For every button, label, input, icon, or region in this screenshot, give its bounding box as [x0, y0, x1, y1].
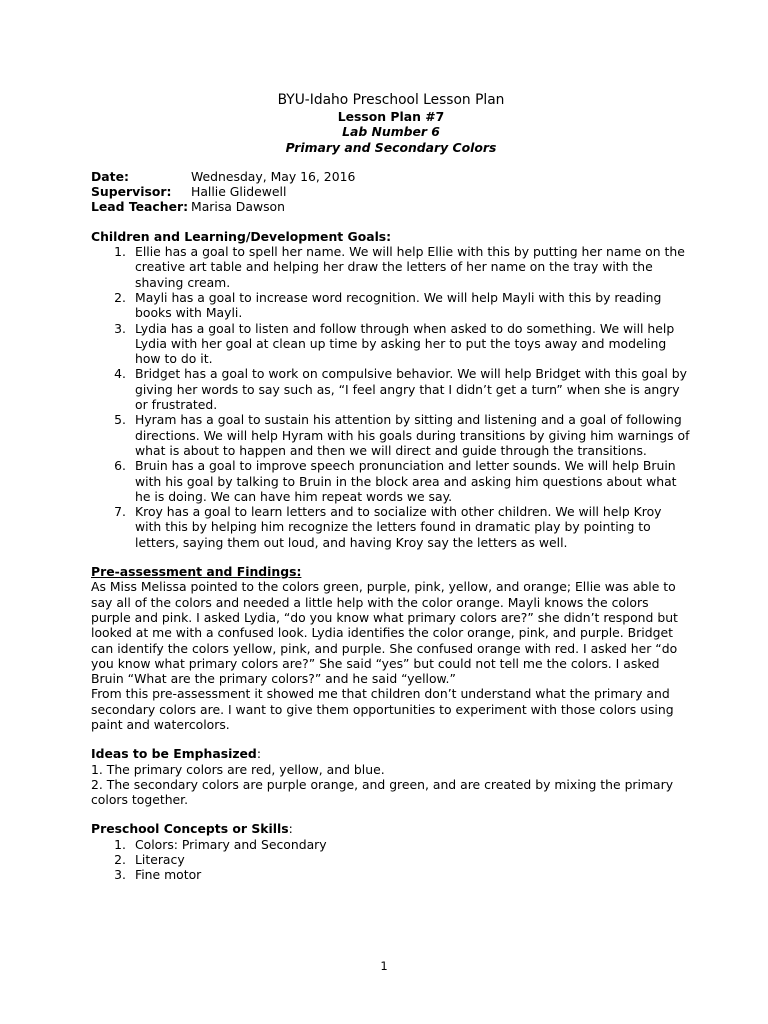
preassessment-conclusion: From this pre-assessment it showed me that children don’t understand what the primary and secondary colors are. I want to give them opportunities to experiment with those colors using paint and watercolors. [91, 686, 674, 732]
list-item [91, 412, 691, 458]
lesson-meta [91, 169, 691, 215]
list-text: Mayli has a goal to increase word recognition. We will help Mayli with this by reading books with Mayli. [135, 289, 662, 321]
list-number: 1. [114, 836, 126, 852]
concepts-section [91, 821, 691, 882]
lesson-plan-number: Lesson Plan #7 [337, 109, 445, 124]
meta-supervisor [91, 184, 691, 199]
list-text: Colors: Primary and Secondary [135, 836, 327, 852]
lab-number: Lab Number 6 [342, 124, 440, 140]
meta-label: Supervisor: [91, 184, 172, 200]
list-number: 6. [114, 458, 126, 474]
document-page [91, 92, 691, 883]
list-number: 3. [114, 867, 126, 883]
meta-label: Date: [91, 168, 129, 184]
concepts-heading: Preschool Concepts or Skills [91, 821, 289, 837]
list-text: Literacy [135, 852, 185, 868]
goals-section [91, 229, 691, 550]
meta-lead-teacher [91, 199, 691, 214]
list-text: Kroy has a goal to learn letters and to socialize with other children. We will help Kroy with this by helping him recognize the letters found in dramatic play by pointing to letters, saying them out loud, and having Kroy say the letters as well. [135, 504, 662, 550]
ideas-heading-line [91, 746, 691, 761]
meta-label: Lead Teacher: [91, 199, 189, 215]
list-text: Bruin has a goal to improve speech pronunciation and letter sounds. We will help Bruin with his goal by talking to Bruin in the block area and asking him questions about what he is doing. We can have him repeat words we say. [135, 458, 677, 504]
list-number: 2. [114, 289, 126, 305]
meta-value: Wednesday, May 16, 2016 [191, 168, 356, 184]
list-number: 5. [114, 412, 126, 428]
preassessment-heading: Pre-assessment and Findings: [91, 564, 302, 580]
concepts-list [91, 837, 691, 883]
lesson-topic: Primary and Secondary Colors [285, 139, 497, 155]
meta-value: Marisa Dawson [191, 199, 285, 215]
ideas-section [91, 746, 691, 807]
preassessment-section [91, 564, 691, 732]
list-number: 2. [114, 852, 126, 868]
list-number: 7. [114, 504, 126, 520]
concepts-heading-colon: : [288, 821, 293, 837]
concepts-heading-line [91, 821, 691, 836]
preassessment-paragraph: As Miss Melissa pointed to the colors green, purple, pink, yellow, and orange; Ellie was able to say all of the colors and needed a little help with the color orange. Mayli knows the colors purple and pink. I asked Lydia, “do you know what primary colors are?” she didn’t respond but looked at me with a confused look. Lydia identifies the color orange, pink, and purple. Bridget can identify the colors yellow, pink, and purple. She confused orange with red. I asked her “do you know what primary colors are?” She said “yes” but could not tell me the colors. I asked Bruin “What are the primary colors?” and he said “yellow.” [91, 579, 678, 687]
list-item [91, 321, 691, 367]
meta-date [91, 169, 691, 184]
list-text: Fine motor [135, 867, 202, 883]
goals-heading: Children and Learning/Development Goals: [91, 228, 392, 244]
page-number: 1 [380, 959, 388, 973]
list-text: Ellie has a goal to spell her name. We will help Ellie with this by putting her name on the creative art table and helping her draw the letters of her name on the tray with the shaving cream. [135, 244, 685, 290]
list-item [91, 366, 691, 412]
ideas-heading-colon: : [256, 746, 261, 762]
list-item [91, 244, 691, 290]
school-title: BYU-Idaho Preschool Lesson Plan [277, 92, 505, 108]
idea-item: 2. The secondary colors are purple orange, and green, and are created by mixing the primary colors together. [91, 776, 674, 808]
goals-list [91, 244, 691, 550]
ideas-heading: Ideas to be Emphasized [91, 746, 257, 762]
list-number: 3. [114, 320, 126, 336]
meta-value: Hallie Glidewell [191, 184, 287, 200]
list-text: Lydia has a goal to listen and follow through when asked to do something. We will help Lydia with her goal at clean up time by asking her to put the toys away and modeling how to do it. [135, 320, 675, 367]
list-item [91, 458, 691, 504]
idea-item: 1. The primary colors are red, yellow, and blue. [91, 761, 385, 777]
list-item [91, 837, 691, 852]
list-number: 4. [114, 366, 126, 382]
list-item [91, 852, 691, 867]
list-number: 1. [114, 244, 126, 260]
list-item [91, 867, 691, 882]
list-item [91, 290, 691, 321]
list-text: Bridget has a goal to work on compulsive behavior. We will help Bridget with this goal by giving her words to say such as, “I feel angry that I didn’t get a turn” when she is angry or frustrated. [135, 366, 687, 413]
list-text: Hyram has a goal to sustain his attention by sitting and listening and a goal of following directions. We will help Hyram with his goals during transitions by giving him warnings of what is about to happen and then we will direct and guide through the transitions. [135, 412, 690, 458]
document-header [91, 92, 691, 155]
list-item [91, 504, 691, 550]
